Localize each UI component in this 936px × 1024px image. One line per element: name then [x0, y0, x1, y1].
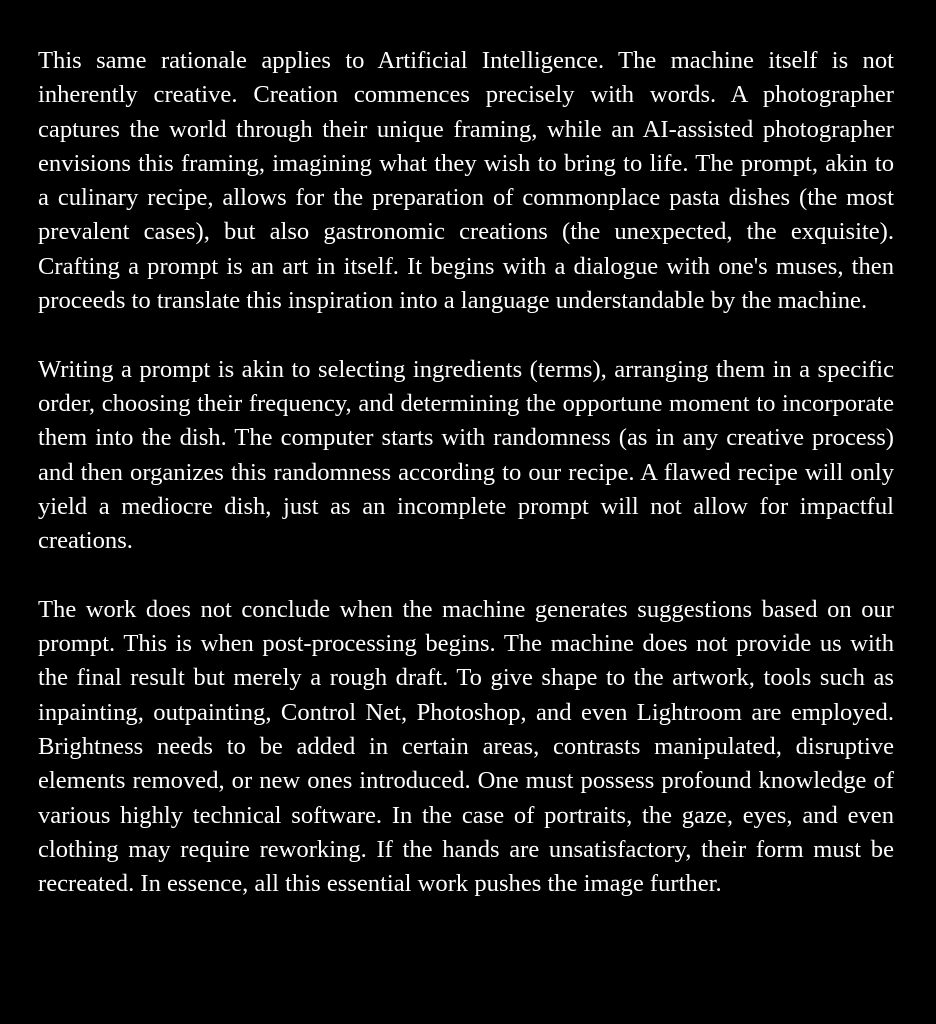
paragraph-ai-creativity: This same rationale applies to Artificial Intelligence. The machine itself is not inherently creative. Creation commences precisely with words. A photographer captures the world through their unique framing, while an AI-assisted photographer envisions this framing, imagining what they wish to bring to life. The prompt, akin to a culinary recipe, allows for the preparation of commonplace pasta dishes (the most prevalent cases), but also gastronomic creations (the unexpected, the exquisite). Crafting a prompt is an art in itself. It begins with a dialogue with one's muses, then proceeds to translate this inspiration into a language understandable by the machine. — [38, 47, 894, 315]
text-document — [38, 44, 894, 901]
paragraph-post-processing: The work does not conclude when the machine generates suggestions based on our prompt. This is when post-processing begins. The machine does not provide us with the final result but merely a rough draft. To give shape to the artwork, tools such as inpainting, outpainting, Control Net, Photoshop, and even Lightroom are employed. Brightness needs to be added in certain areas, contrasts manipulated, disruptive elements removed, or new ones introduced. One must possess profound knowledge of various highly technical software. In the case of portraits, the gaze, eyes, and even clothing may require reworking. If the hands are unsatisfactory, their form must be recreated. In essence, all this essential work pushes the image further. — [38, 595, 894, 898]
paragraph-prompt-recipe: Writing a prompt is akin to selecting ingredients (terms), arranging them in a specific order, choosing their frequency, and determining the opportune moment to incorporate them into the dish. The computer starts with randomness (as in any creative process) and then organizes this randomness according to our recipe. A flawed recipe will only yield a mediocre dish, just as an incomplete prompt will not allow for impactful creations. — [38, 355, 894, 555]
